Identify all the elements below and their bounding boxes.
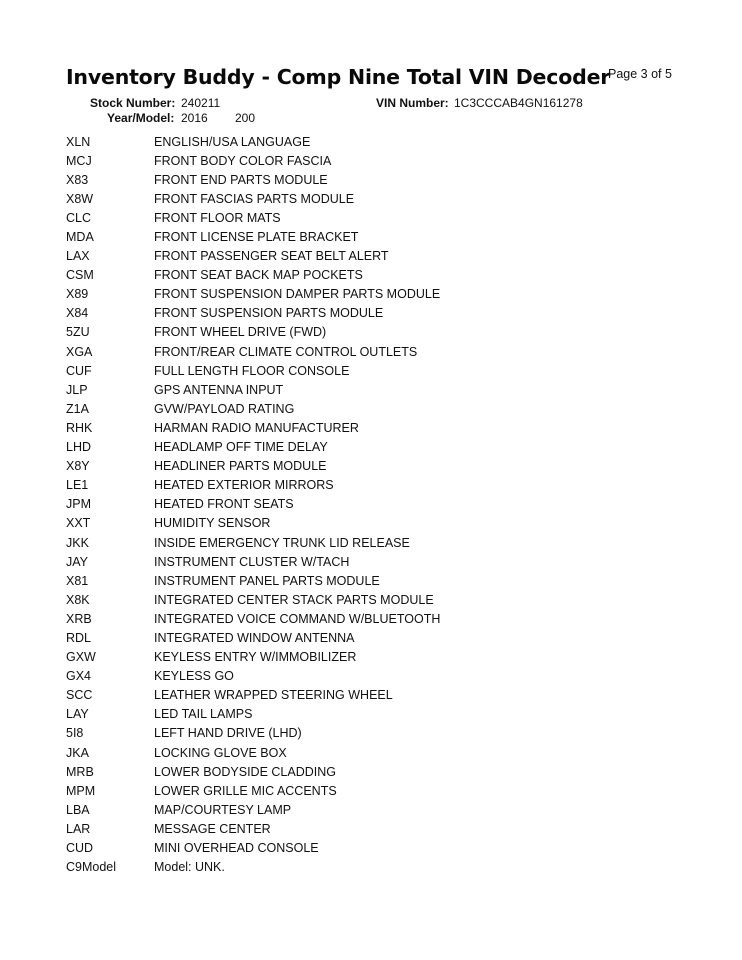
- code-row: [66, 151, 440, 170]
- option-description: FRONT SEAT BACK MAP POCKETS: [154, 268, 363, 283]
- code-row: [66, 819, 440, 838]
- option-description: MINI OVERHEAD CONSOLE: [154, 841, 319, 856]
- code-row: [66, 342, 440, 361]
- code-row: [66, 628, 440, 647]
- option-description: MAP/COURTESY LAMP: [154, 802, 292, 817]
- option-description: FRONT SUSPENSION DAMPER PARTS MODULE: [154, 287, 441, 302]
- stock-number-label: Stock Number:: [90, 96, 176, 110]
- code-row: [66, 457, 440, 476]
- code-row: [66, 648, 440, 667]
- option-description: INTEGRATED WINDOW ANTENNA: [154, 630, 355, 645]
- option-code: 5I8: [66, 726, 84, 741]
- option-description: ENGLISH/USA LANGUAGE: [154, 134, 311, 149]
- option-description: INSIDE EMERGENCY TRUNK LID RELEASE: [154, 535, 410, 550]
- option-description: LOWER GRILLE MIC ACCENTS: [154, 783, 337, 798]
- option-description: FRONT WHEEL DRIVE (FWD): [154, 325, 327, 340]
- option-description: Model: UNK.: [154, 860, 225, 875]
- option-description: MESSAGE CENTER: [154, 821, 271, 836]
- option-description: GPS ANTENNA INPUT: [154, 382, 284, 397]
- option-description: HEADLAMP OFF TIME DELAY: [154, 440, 328, 455]
- code-row: [66, 189, 440, 208]
- option-description: FRONT END PARTS MODULE: [154, 172, 328, 187]
- code-row: [66, 705, 440, 724]
- option-description: LOWER BODYSIDE CLADDING: [154, 764, 336, 779]
- page-number: Page 3 of 5: [608, 67, 672, 81]
- option-code: XLN: [66, 134, 91, 149]
- option-description: KEYLESS GO: [154, 669, 234, 684]
- option-code: CUD: [66, 841, 94, 856]
- option-description: LED TAIL LAMPS: [154, 707, 253, 722]
- code-row: [66, 399, 440, 418]
- code-row: [66, 247, 440, 266]
- code-row: [66, 609, 440, 628]
- code-row: [66, 762, 440, 781]
- year-model-label: Year/Model:: [107, 111, 175, 125]
- option-code: CUF: [66, 363, 92, 378]
- code-row: [66, 227, 440, 246]
- option-description: FULL LENGTH FLOOR CONSOLE: [154, 363, 350, 378]
- option-description: FRONT/REAR CLIMATE CONTROL OUTLETS: [154, 344, 418, 359]
- code-row: [66, 743, 440, 762]
- option-code: JLP: [66, 382, 88, 397]
- page-title: Inventory Buddy - Comp Nine Total VIN Decoder: [66, 65, 611, 89]
- option-code: GXW: [66, 650, 96, 665]
- code-row: [66, 323, 440, 342]
- option-code: XRB: [66, 611, 92, 626]
- code-row: [66, 438, 440, 457]
- option-code: GX4: [66, 669, 92, 684]
- option-description: HARMAN RADIO MANUFACTURER: [154, 420, 359, 435]
- code-row: [66, 266, 440, 285]
- option-code: LBA: [66, 802, 90, 817]
- option-description: HEATED EXTERIOR MIRRORS: [154, 478, 334, 493]
- option-code: X89: [66, 287, 89, 302]
- code-row: [66, 686, 440, 705]
- option-code: JAY: [66, 554, 88, 569]
- code-row: [66, 781, 440, 800]
- option-code: 5ZU: [66, 325, 90, 340]
- option-description: FRONT FLOOR MATS: [154, 210, 281, 225]
- option-description: INSTRUMENT CLUSTER W/TACH: [154, 554, 350, 569]
- option-code: LHD: [66, 440, 92, 455]
- code-row: [66, 170, 440, 189]
- model-value: 200: [235, 111, 256, 125]
- option-code: X84: [66, 306, 89, 321]
- code-row: [66, 838, 440, 857]
- option-code: LAY: [66, 707, 89, 722]
- option-code: X8K: [66, 592, 90, 607]
- code-row: [66, 132, 440, 151]
- option-code: LAX: [66, 249, 90, 264]
- option-description: HEATED FRONT SEATS: [154, 497, 294, 512]
- option-code: LAR: [66, 821, 91, 836]
- option-code: JKA: [66, 745, 89, 760]
- option-description: FRONT LICENSE PLATE BRACKET: [154, 230, 359, 245]
- option-code: XXT: [66, 516, 91, 531]
- code-row: [66, 495, 440, 514]
- option-description: INTEGRATED VOICE COMMAND W/BLUETOOTH: [154, 611, 441, 626]
- option-description: LOCKING GLOVE BOX: [154, 745, 287, 760]
- option-code: MRB: [66, 764, 94, 779]
- stock-number-value: 240211: [181, 96, 221, 110]
- code-row: [66, 514, 440, 533]
- code-row: [66, 380, 440, 399]
- code-row: [66, 667, 440, 686]
- option-code: MPM: [66, 783, 96, 798]
- code-row: [66, 571, 440, 590]
- option-code: MCJ: [66, 153, 92, 168]
- code-row: [66, 476, 440, 495]
- option-description: HEADLINER PARTS MODULE: [154, 459, 327, 474]
- option-description: INSTRUMENT PANEL PARTS MODULE: [154, 573, 380, 588]
- option-code: JKK: [66, 535, 89, 550]
- code-row: [66, 590, 440, 609]
- option-description: FRONT BODY COLOR FASCIA: [154, 153, 332, 168]
- option-code: Z1A: [66, 401, 89, 416]
- code-row: [66, 361, 440, 380]
- option-code: CLC: [66, 210, 92, 225]
- option-code-list: [66, 132, 440, 877]
- option-code: RDL: [66, 630, 92, 645]
- code-row: [66, 208, 440, 227]
- option-code: X8W: [66, 191, 94, 206]
- option-description: HUMIDITY SENSOR: [154, 516, 271, 531]
- option-code: RHK: [66, 420, 93, 435]
- option-code: X81: [66, 573, 89, 588]
- code-row: [66, 533, 440, 552]
- option-description: KEYLESS ENTRY W/IMMOBILIZER: [154, 650, 357, 665]
- code-row: [66, 800, 440, 819]
- option-code: SCC: [66, 688, 93, 703]
- option-description: INTEGRATED CENTER STACK PARTS MODULE: [154, 592, 434, 607]
- vin-number-value: 1C3CCCAB4GN161278: [454, 96, 583, 110]
- year-value: 2016: [181, 111, 208, 125]
- code-row: [66, 418, 440, 437]
- option-description: FRONT FASCIAS PARTS MODULE: [154, 191, 355, 206]
- option-description: GVW/PAYLOAD RATING: [154, 401, 295, 416]
- code-row: [66, 285, 440, 304]
- code-row: [66, 552, 440, 571]
- code-row: [66, 304, 440, 323]
- option-code: CSM: [66, 268, 94, 283]
- option-code: MDA: [66, 230, 94, 245]
- option-code: XGA: [66, 344, 93, 359]
- code-row: [66, 724, 440, 743]
- option-code: X83: [66, 172, 89, 187]
- option-description: FRONT PASSENGER SEAT BELT ALERT: [154, 249, 389, 264]
- option-code: C9Model: [66, 860, 117, 875]
- option-description: LEFT HAND DRIVE (LHD): [154, 726, 302, 741]
- option-code: LE1: [66, 478, 89, 493]
- option-code: X8Y: [66, 459, 90, 474]
- vin-number-label: VIN Number:: [376, 96, 449, 110]
- code-row: [66, 858, 440, 877]
- option-code: JPM: [66, 497, 91, 512]
- option-description: LEATHER WRAPPED STEERING WHEEL: [154, 688, 393, 703]
- option-description: FRONT SUSPENSION PARTS MODULE: [154, 306, 384, 321]
